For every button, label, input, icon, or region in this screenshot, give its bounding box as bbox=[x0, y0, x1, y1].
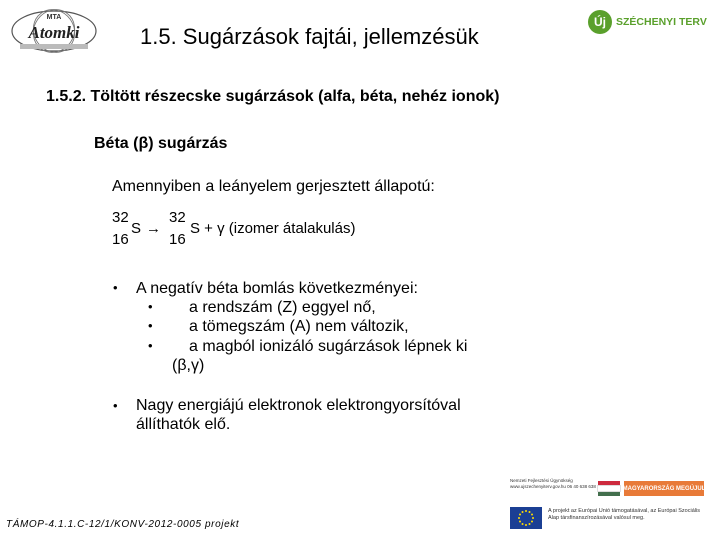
bullet-icon: • bbox=[113, 398, 118, 413]
sub-bullet-radiation-continuation: (β,γ) bbox=[172, 357, 205, 374]
agency-text: Nemzeti Fejlesztési Ügynökség www.ujszechenyiterv.gov.hu 06 40 638 638 bbox=[510, 478, 596, 489]
beta-heading: Béta (β) sugárzás bbox=[94, 135, 228, 152]
sub-bullet-icon: • bbox=[148, 299, 153, 314]
bullet-icon: • bbox=[113, 280, 118, 295]
atomki-logo bbox=[6, 6, 102, 56]
sub-bullet-mass-number: a tömegszám (A) nem változik, bbox=[189, 318, 409, 335]
sub-bullet-atomic-number: a rendszám (Z) eggyel nő, bbox=[189, 299, 376, 316]
bullet-consequences: A negatív béta bomlás következményei: bbox=[136, 280, 418, 297]
szechenyi-terv-logo bbox=[588, 10, 706, 36]
mass-number-left: 32 bbox=[112, 209, 129, 226]
equation-rest: S + γ (izomer átalakulás) bbox=[190, 220, 356, 237]
mass-number-right: 32 bbox=[169, 209, 186, 226]
uj-mark-icon: Új bbox=[588, 10, 612, 34]
hungarian-flag-icon bbox=[598, 481, 620, 496]
section-subtitle: 1.5.2. Töltött részecske sugárzások (alfa, béta, nehéz ionok) bbox=[46, 88, 500, 105]
eu-flag-icon bbox=[510, 507, 542, 529]
symbol-left: S bbox=[131, 220, 142, 237]
logo-text: Atomki bbox=[28, 23, 80, 42]
bullet-electron-accelerator-continuation: állíthatók elő. bbox=[136, 416, 231, 433]
project-footer: TÁMOP-4.1.1.C-12/1/KONV-2012-0005 projekt bbox=[6, 519, 240, 530]
logo-sub-text: MTA bbox=[46, 14, 62, 21]
atomic-number-left: 16 bbox=[112, 231, 129, 248]
slide-title: 1.5. Sugárzások fajtái, jellemzésük bbox=[140, 24, 479, 49]
bullet-electron-accelerator: Nagy energiájú elektronok elektrongyorsítóval bbox=[136, 397, 461, 414]
intro-text: Amennyiben a leányelem gerjesztett állapotú: bbox=[112, 178, 435, 195]
eu-funding-text: A projekt az Európai Unió támogatásával, az Európai Szociális Alap társfinanszírozásával valósul meg. bbox=[548, 508, 700, 521]
atomic-number-right: 16 bbox=[169, 231, 186, 248]
reaction-arrow: → bbox=[146, 220, 161, 237]
sub-bullet-icon: • bbox=[148, 318, 153, 333]
sub-bullet-radiation: a magból ionizáló sugárzások lépnek ki bbox=[189, 338, 468, 355]
megujul-badge: MAGYARORSZÁG MEGÚJUL bbox=[624, 481, 704, 496]
sub-bullet-icon: • bbox=[148, 338, 153, 353]
szechenyi-brand-text: SZÉCHENYI TERV bbox=[616, 16, 707, 28]
